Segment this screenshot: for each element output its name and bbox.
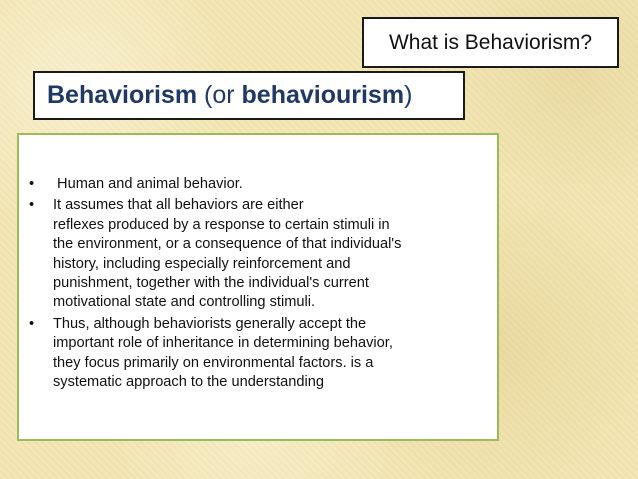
bullet-item — [29, 315, 497, 393]
bullet-line: Human and animal behavior. — [53, 176, 243, 192]
bullet-dot: • — [29, 176, 35, 192]
bullet-line: punishment, together with the individual's current — [53, 275, 369, 292]
bullet-line: systematic approach to the understanding — [53, 374, 324, 391]
bullet-line: the environment, or a consequence of that individual's — [53, 236, 402, 253]
content-box — [17, 133, 499, 441]
slide-title — [362, 17, 619, 68]
bullet-list — [29, 175, 497, 394]
bullet-line: reflexes produced by a response to certain stimuli in — [53, 216, 390, 233]
bullet-line: motivational state and controlling stimuli. — [53, 294, 316, 311]
heading-close: ) — [404, 81, 413, 109]
bullet-item — [29, 175, 497, 194]
bullet-line: It assumes that all behaviors are either — [53, 197, 304, 214]
heading-alt-term: behaviourism — [241, 81, 405, 109]
bullet-dot: • — [29, 315, 35, 332]
bullet-dot: • — [29, 197, 35, 214]
bullet-item — [29, 196, 497, 312]
slide-title-text: What is Behaviorism? — [388, 30, 593, 54]
bullet-line: important role of inheritance in determining behavior, — [53, 335, 393, 352]
heading-box — [33, 71, 465, 120]
bullet-line: Thus, although behaviorists generally accept the — [53, 315, 367, 332]
heading-term: Behaviorism — [47, 81, 198, 109]
heading-middle: (or — [197, 81, 242, 109]
bullet-line: they focus primarily on environmental factors. is a — [53, 354, 374, 371]
bullet-line: history, including especially reinforcement and — [53, 255, 351, 272]
